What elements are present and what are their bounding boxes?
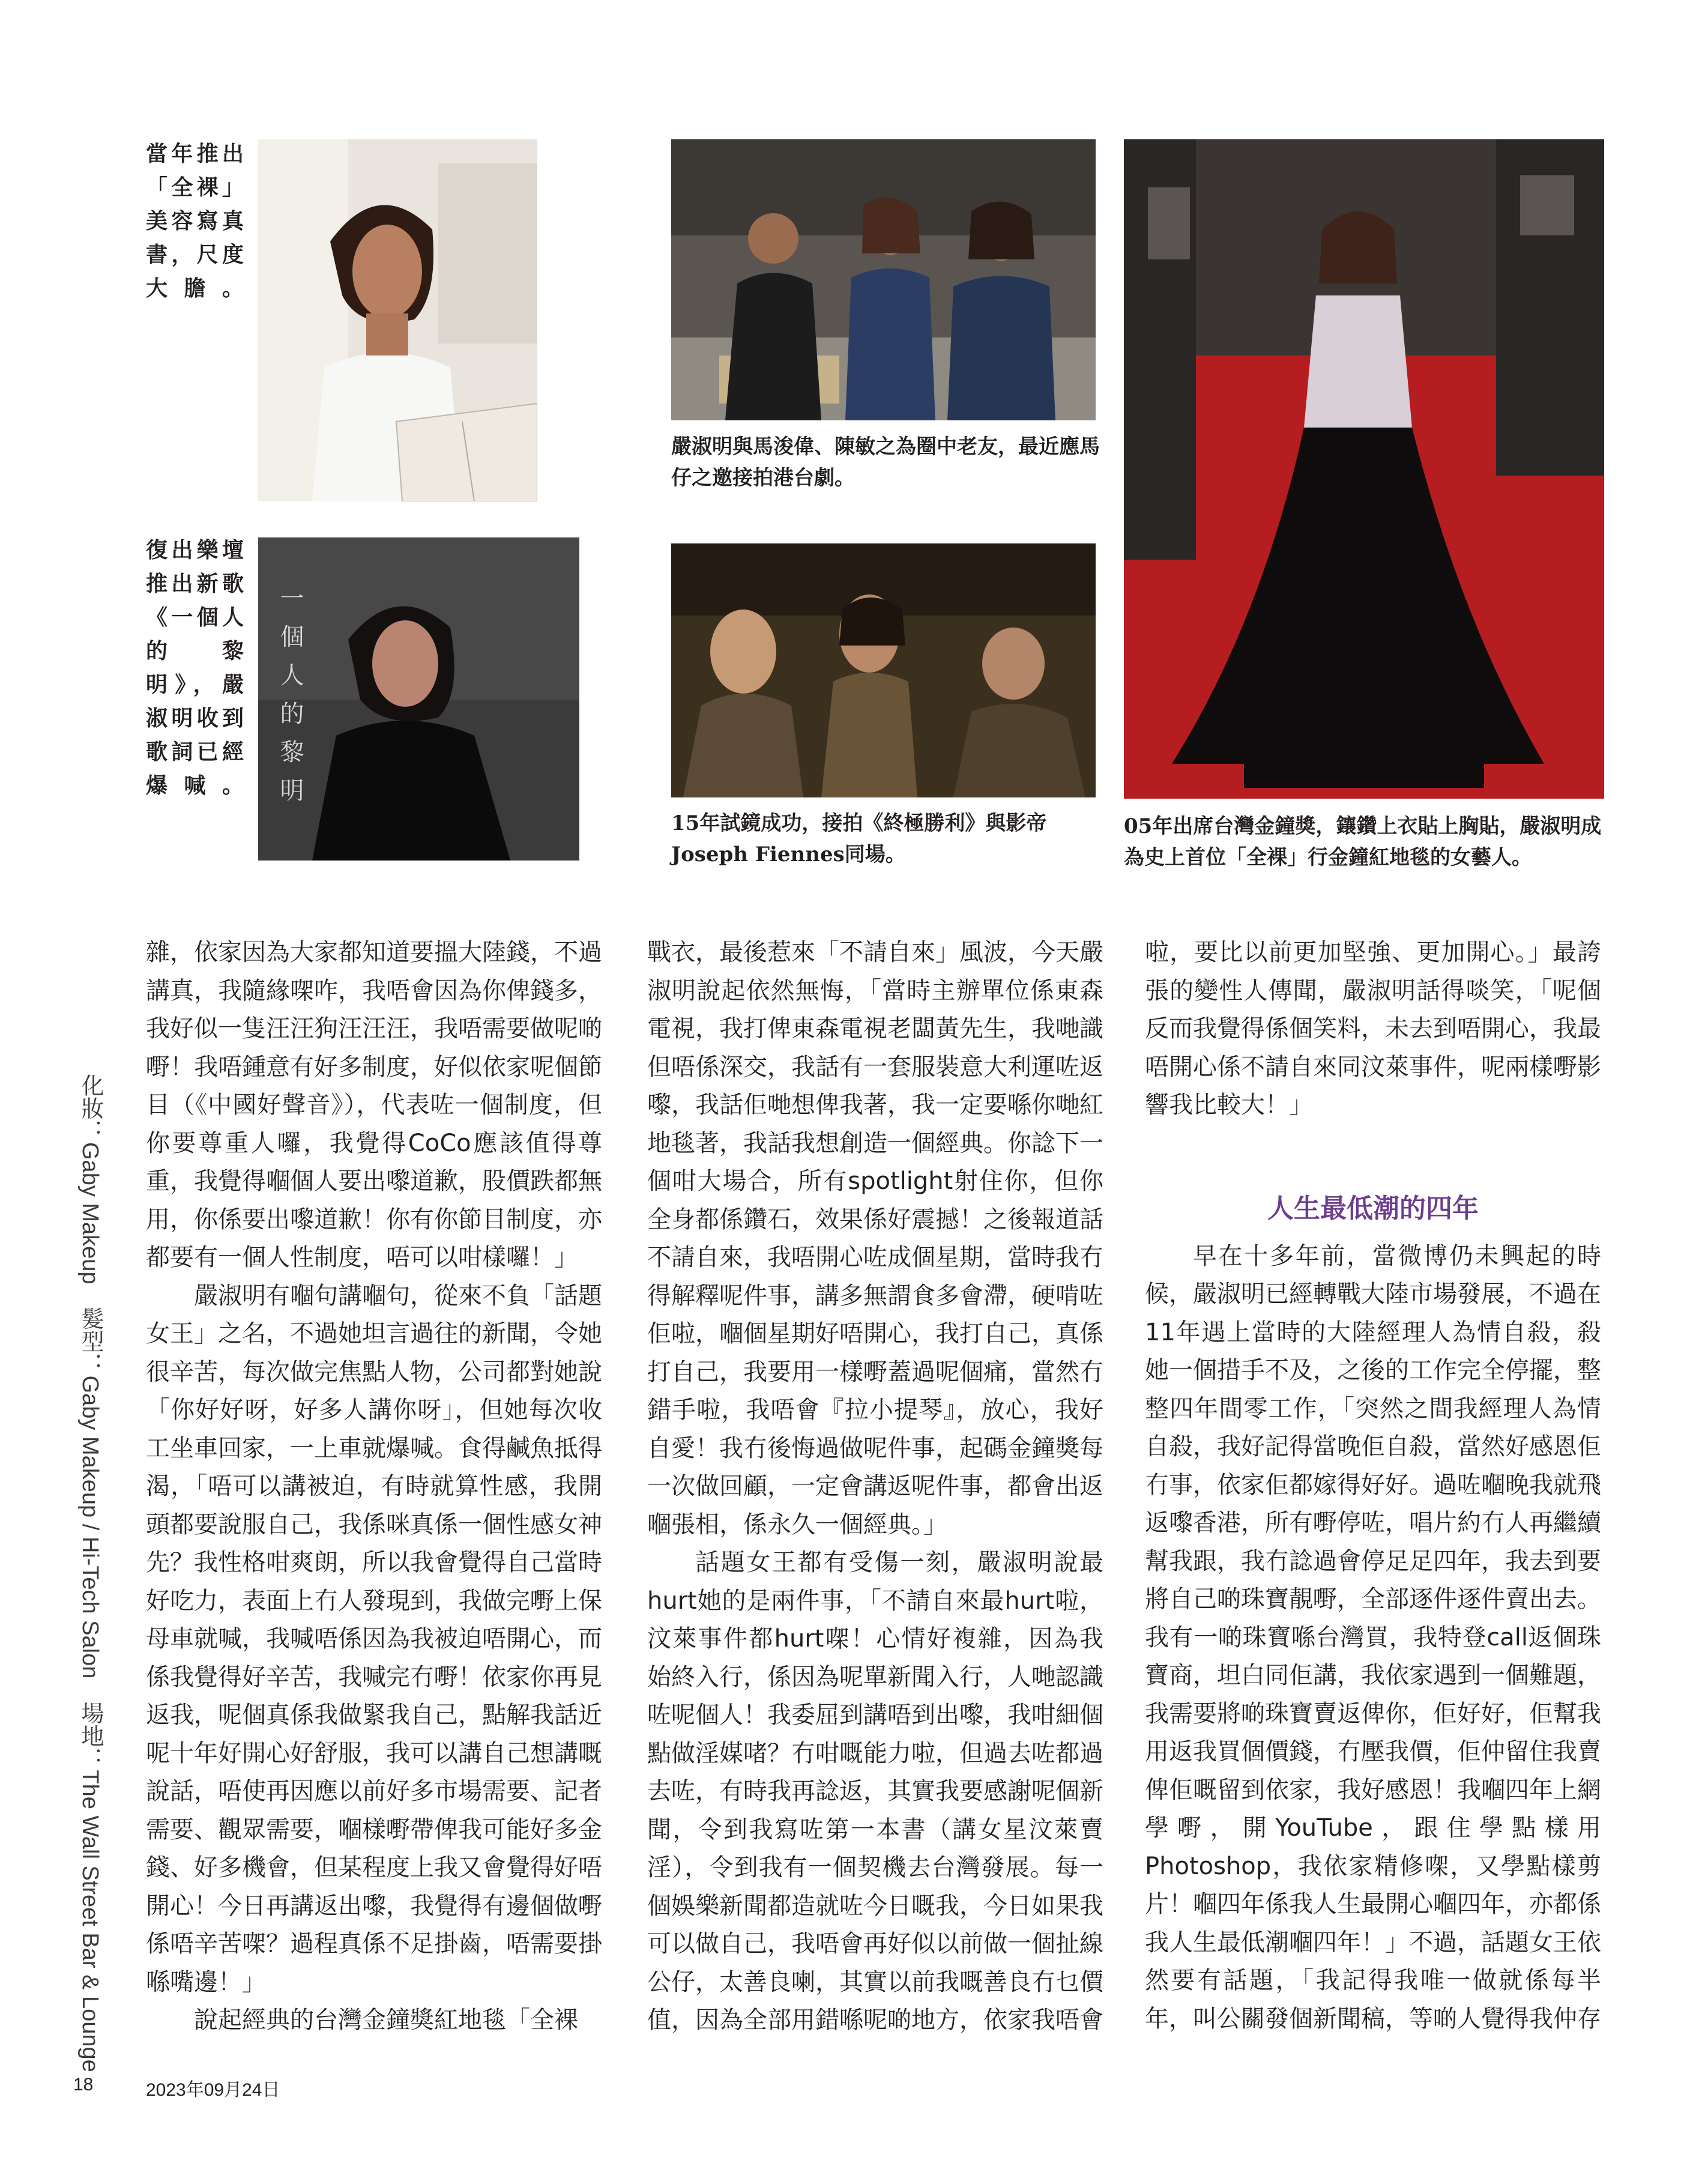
paragraph: 雜，依家因為大家都知道要搵大陸錢，不過講真，我隨緣㗎咋，我唔會因為你俾錢多，我好似一隻汪汪狗汪汪汪，我唔需要做呢啲嘢！我唔鍾意有好多制度，好似依家呢個節目（《中國好聲音》），代表咗一個制度，但你要尊重人囉，我覺得CoCo應該值得尊重，我覺得嗰個人要出嚟道歉，股價跌都無用，你係要出嚟道歉！你有你節目制度，亦都要有一個人性制度，唔可以咁樣囉！」 bbox=[146, 939, 602, 1271]
photo-red-carpet bbox=[1124, 139, 1604, 799]
paragraph: 啦，要比以前更加堅強、更加開心。」最誇張的變性人傳聞，嚴淑明話得啖笑，「呢個反而我覺得係個笑料，未去到唔開心，我最唔開心係不請自來同汶萊事件，呢兩樣嘢影響我比較大！」 bbox=[1145, 939, 1601, 1119]
caption-friends: 嚴淑明與馬浚偉、陳敏之為圈中老友，最近應馬仔之邀接拍港台劇。 bbox=[671, 435, 1100, 490]
caption-nude-book: 當年推出「全裸」美容寫真書，尺度大膽。 bbox=[146, 141, 245, 301]
section-subheading: 人生最低潮的四年 bbox=[1267, 1193, 1479, 1224]
photo-friends bbox=[671, 139, 1096, 420]
page-number: 18 bbox=[73, 2075, 94, 2095]
photo-film bbox=[671, 543, 1096, 797]
paragraph: 話題女王都有受傷一刻，嚴淑明說最hurt她的是兩件事，「不請自來最hurt啦，汶萊事件都hurt㗎！心情好複雜，因為我始終入行，係因為呢單新聞入行，人哋認識咗呢個人！我委屈到講唔到出嚟，我咁細個點做淫媒啫？冇咁嘅能力啦，但過去咗都過去咗，有時我再諗返，其實我要感謝呢個新聞，令到我寫咗第一本書（講女星汶萊賣淫），令到我有一個契機去台灣發展。每一個娛樂新聞都造就咗今日嘅我，今日如果我可以做自己，我唔會再好似以前做一個扯線公仔，太善良喇，其實以前我嘅善良冇乜價值，因為全部用錯喺呢啲地方，依家我唔會 bbox=[647, 1549, 1103, 2033]
photo-nude-book bbox=[258, 139, 537, 501]
text-column-3 bbox=[1145, 934, 1601, 2033]
paragraph: 嚴淑明有嗰句講嗰句，從來不負「話題女王」之名，不過她坦言過往的新聞，令她很辛苦，每次做完焦點人物，公司都對她說「你好好呀，好多人講你呀」，但她每次收工坐車回家，一上車就爆喊。食得鹹魚抵得渴，「唔可以講被迫，有時就算性感，我開頭都要說服自己，我係咪真係一個性感女神先？我性格咁爽朗，所以我會覺得自己當時好吃力，表面上冇人發現到，我做完嘢上保母車就喊，我喊唔係因為我被迫唔開心，而係我覺得好辛苦，我喊完冇嘢！依家你再見返我，呢個真係我做緊我自己，點解我話近呢十年好開心好舒服，我可以講自己想講嘅說話，唔使再因應以前好多市場需要、記者需要、觀眾需要，嗰樣嘢帶俾我可能好多金錢、好多機會，但某程度上我又會覺得好唔開心！今日再講返出嚟，我覺得有邊個做嘢係唔辛苦㗎？過程真係不足掛齒，唔需要掛喺嘴邊！」 bbox=[146, 1281, 602, 1996]
caption-film: 15年試鏡成功，接拍《終極勝利》與影帝Joseph Fiennes同場。 bbox=[671, 811, 1047, 867]
paragraph: 戰衣，最後惹來「不請自來」風波，今天嚴淑明說起依然無悔，「當時主辦單位係東森電視，我打俾東森電視老闆黃先生，我哋識但唔係深交，我話有一套服裝意大利運咗返嚟，我話佢哋想俾我著，我一定要喺你哋紅地毯著，我話我想創造一個經典。你諗下一個咁大場合，所有spotlight射住你，但你全身都係鑽石，效果係好震撼！之後報道話不請自來，我唔開心咗成個星期，當時我冇得解釋呢件事，講多無謂食多會滯，硬啃咗佢啦，嗰個星期好唔開心，我打自己，真係打自己，我要用一樣嘢蓋過呢個痛，當然冇錯手啦，我唔會『拉小提琴』，放心，我好自愛！我冇後悔過做呢件事，起碼金鐘獎每一次做回顧，一定會講返呢件事，都會出返嗰張相，係永久一個經典。」 bbox=[647, 939, 1103, 1538]
paragraph: 早在十多年前，當微博仍未興起的時候，嚴淑明已經轉戰大陸市場發展，不過在11年遇上當時的大陸經理人為情自殺，殺她一個措手不及，之後的工作完全停擺，整整四年間零工作，「突然之間我經理人為情自殺，我好記得當晚佢自殺，當然好感恩佢冇事，依家佢都嫁得好好。過咗嗰晚我就飛返嚟香港，所有嘢停咗，唱片約冇人再繼續幫我跟，我冇諗過會停足足四年，我去到要將自己啲珠寶靚嘢，全部逐件逐件賣出去。我有一啲珠寶喺台灣買，我特登call返個珠寶商，坦白同佢講，我依家遇到一個難題，我需要將啲珠寶賣返俾你，佢好好，佢幫我用返我買個價錢，冇壓我價，佢仲留住我賣俾佢嘅留到依家，我好感恩！我嗰四年上網學嘢，開YouTube，跟住學點樣用Photoshop，我依家精修㗎，又學點樣剪片！嗰四年係我人生最開心嗰四年，亦都係我人生最低潮嗰四年！」不過，話題女王依然要有話題，「我記得我唯一做就係每半年，叫公關發個新聞稿，等啲人覺得我仲存 bbox=[1145, 1242, 1601, 2033]
caption-red-carpet: 05年出席台灣金鐘獎，鑲鑽上衣貼上胸貼，嚴淑明成為史上首位「全裸」行金鐘紅地毯的女藝人。 bbox=[1124, 814, 1602, 870]
issue-date: 2023年09月24日 bbox=[146, 2080, 280, 2100]
album-title: 一個人的黎明 bbox=[276, 585, 304, 816]
text-column-1 bbox=[146, 934, 602, 2033]
paragraph: 說起經典的台灣金鐘獎紅地毯「全裸 bbox=[194, 2006, 578, 2033]
caption-new-song: 復出樂壇推出新歌《一個人的黎明》，嚴淑明收到歌詞已經爆喊。 bbox=[146, 537, 245, 798]
photo-credits: 化妝：Gaby Makeup 髮型：Gaby Makeup / Hi-Tech Salon 場地：The Wall Street Bar & Lounge bbox=[77, 1074, 103, 2072]
text-column-2 bbox=[647, 934, 1103, 2033]
